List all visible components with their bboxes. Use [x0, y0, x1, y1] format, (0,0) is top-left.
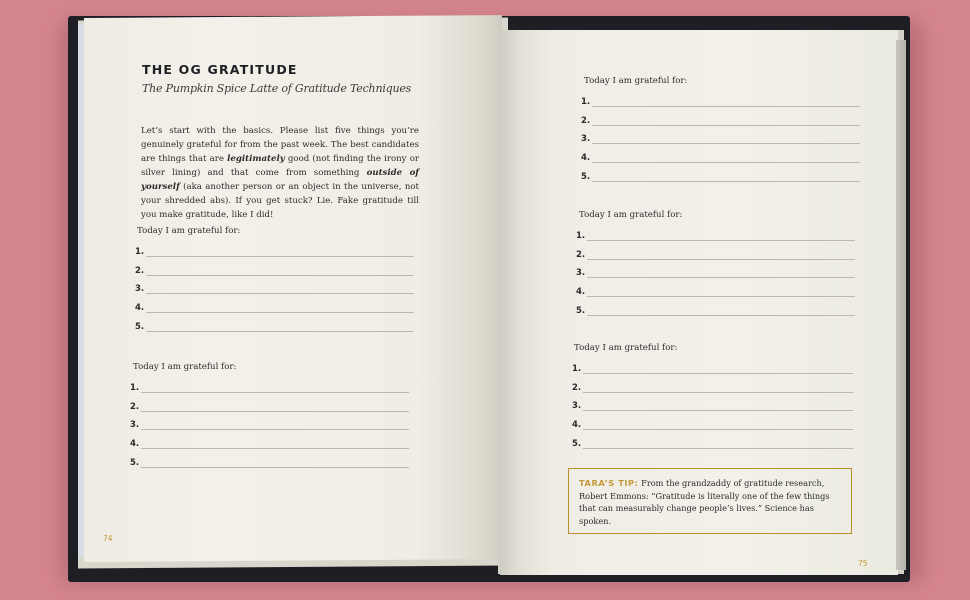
page-subtitle: The Pumpkin Spice Latte of Gratitude Techniques [142, 82, 412, 95]
tip-label: TARA’S TIP: [579, 478, 639, 488]
gratitude-list-left-2 [130, 362, 236, 476]
list-item: 3. [135, 284, 240, 303]
write-line[interactable] [583, 429, 853, 430]
tip-box [568, 468, 852, 534]
write-line[interactable] [587, 315, 855, 316]
page-number-left: 74 [103, 534, 113, 543]
write-line[interactable] [592, 125, 860, 126]
gratitude-prompt: Today I am grateful for: [579, 210, 683, 220]
list-item: 1. [581, 97, 687, 116]
tip-text: From the grandzaddy of gratitude research, Robert Emmons: “Gratitude is literally one of the few things that can measurably change people’s lives.” Science has spoken. [579, 478, 830, 526]
intro-paragraph: Let’s start with the basics. Please list five things you’re genuinely grateful for from the past week. The best candidates are things that are legitimately good (not finding the irony or silver lining) and that come from something outside of yourself (aka another person or an object in the universe, not your shredded abs). If you get stuck? Lie. Fake gratitude till you make gratitude, like I did! [141, 126, 419, 220]
list-item: 5. [576, 306, 682, 325]
list-item: 5. [572, 439, 677, 458]
write-line[interactable] [583, 392, 853, 393]
gratitude-list-right-3 [572, 343, 677, 457]
page-title: THE OG GRATITUDE [142, 62, 298, 77]
list-item: 3. [572, 401, 677, 420]
list-item: 3. [576, 268, 682, 287]
write-line[interactable] [146, 312, 414, 313]
list-item: 2. [576, 250, 682, 269]
list-item: 1. [572, 364, 677, 383]
write-line[interactable] [141, 448, 409, 449]
list-item: 4. [130, 439, 236, 458]
write-line[interactable] [592, 143, 860, 144]
list-item: 3. [130, 420, 236, 439]
list-item: 1. [135, 247, 240, 266]
write-line[interactable] [141, 429, 409, 430]
write-line[interactable] [583, 373, 853, 374]
write-line[interactable] [146, 275, 414, 276]
write-line[interactable] [592, 181, 860, 182]
write-line[interactable] [587, 277, 855, 278]
write-line[interactable] [587, 259, 855, 260]
write-line[interactable] [141, 392, 409, 393]
list-item: 1. [130, 383, 236, 402]
list-item: 5. [135, 322, 240, 341]
write-line[interactable] [587, 296, 855, 297]
right-page-edge [896, 40, 906, 570]
write-line[interactable] [146, 256, 414, 257]
write-line[interactable] [141, 467, 409, 468]
list-item: 2. [581, 116, 687, 135]
write-line[interactable] [587, 240, 855, 241]
gratitude-prompt: Today I am grateful for: [584, 76, 688, 86]
write-line[interactable] [583, 448, 853, 449]
list-item: 5. [130, 458, 236, 477]
gratitude-prompt: Today I am grateful for: [137, 226, 241, 236]
gratitude-list-left-1 [135, 226, 240, 340]
gratitude-prompt: Today I am grateful for: [133, 362, 237, 372]
list-item: 2. [572, 383, 677, 402]
gratitude-list-right-1 [581, 76, 687, 190]
list-item: 1. [576, 231, 682, 250]
write-line[interactable] [583, 410, 853, 411]
page-number-right: 75 [858, 559, 868, 568]
write-line[interactable] [146, 293, 414, 294]
write-line[interactable] [141, 411, 409, 412]
write-line[interactable] [592, 106, 860, 107]
list-item: 4. [135, 303, 240, 322]
gratitude-list-right-2 [576, 210, 682, 324]
list-item: 2. [135, 266, 240, 285]
gratitude-prompt: Today I am grateful for: [574, 343, 678, 353]
list-item: 4. [581, 153, 687, 172]
list-item: 5. [581, 172, 687, 191]
write-line[interactable] [146, 331, 414, 332]
list-item: 4. [576, 287, 682, 306]
write-line[interactable] [592, 162, 860, 163]
list-item: 3. [581, 134, 687, 153]
list-item: 2. [130, 402, 236, 421]
list-item: 4. [572, 420, 677, 439]
